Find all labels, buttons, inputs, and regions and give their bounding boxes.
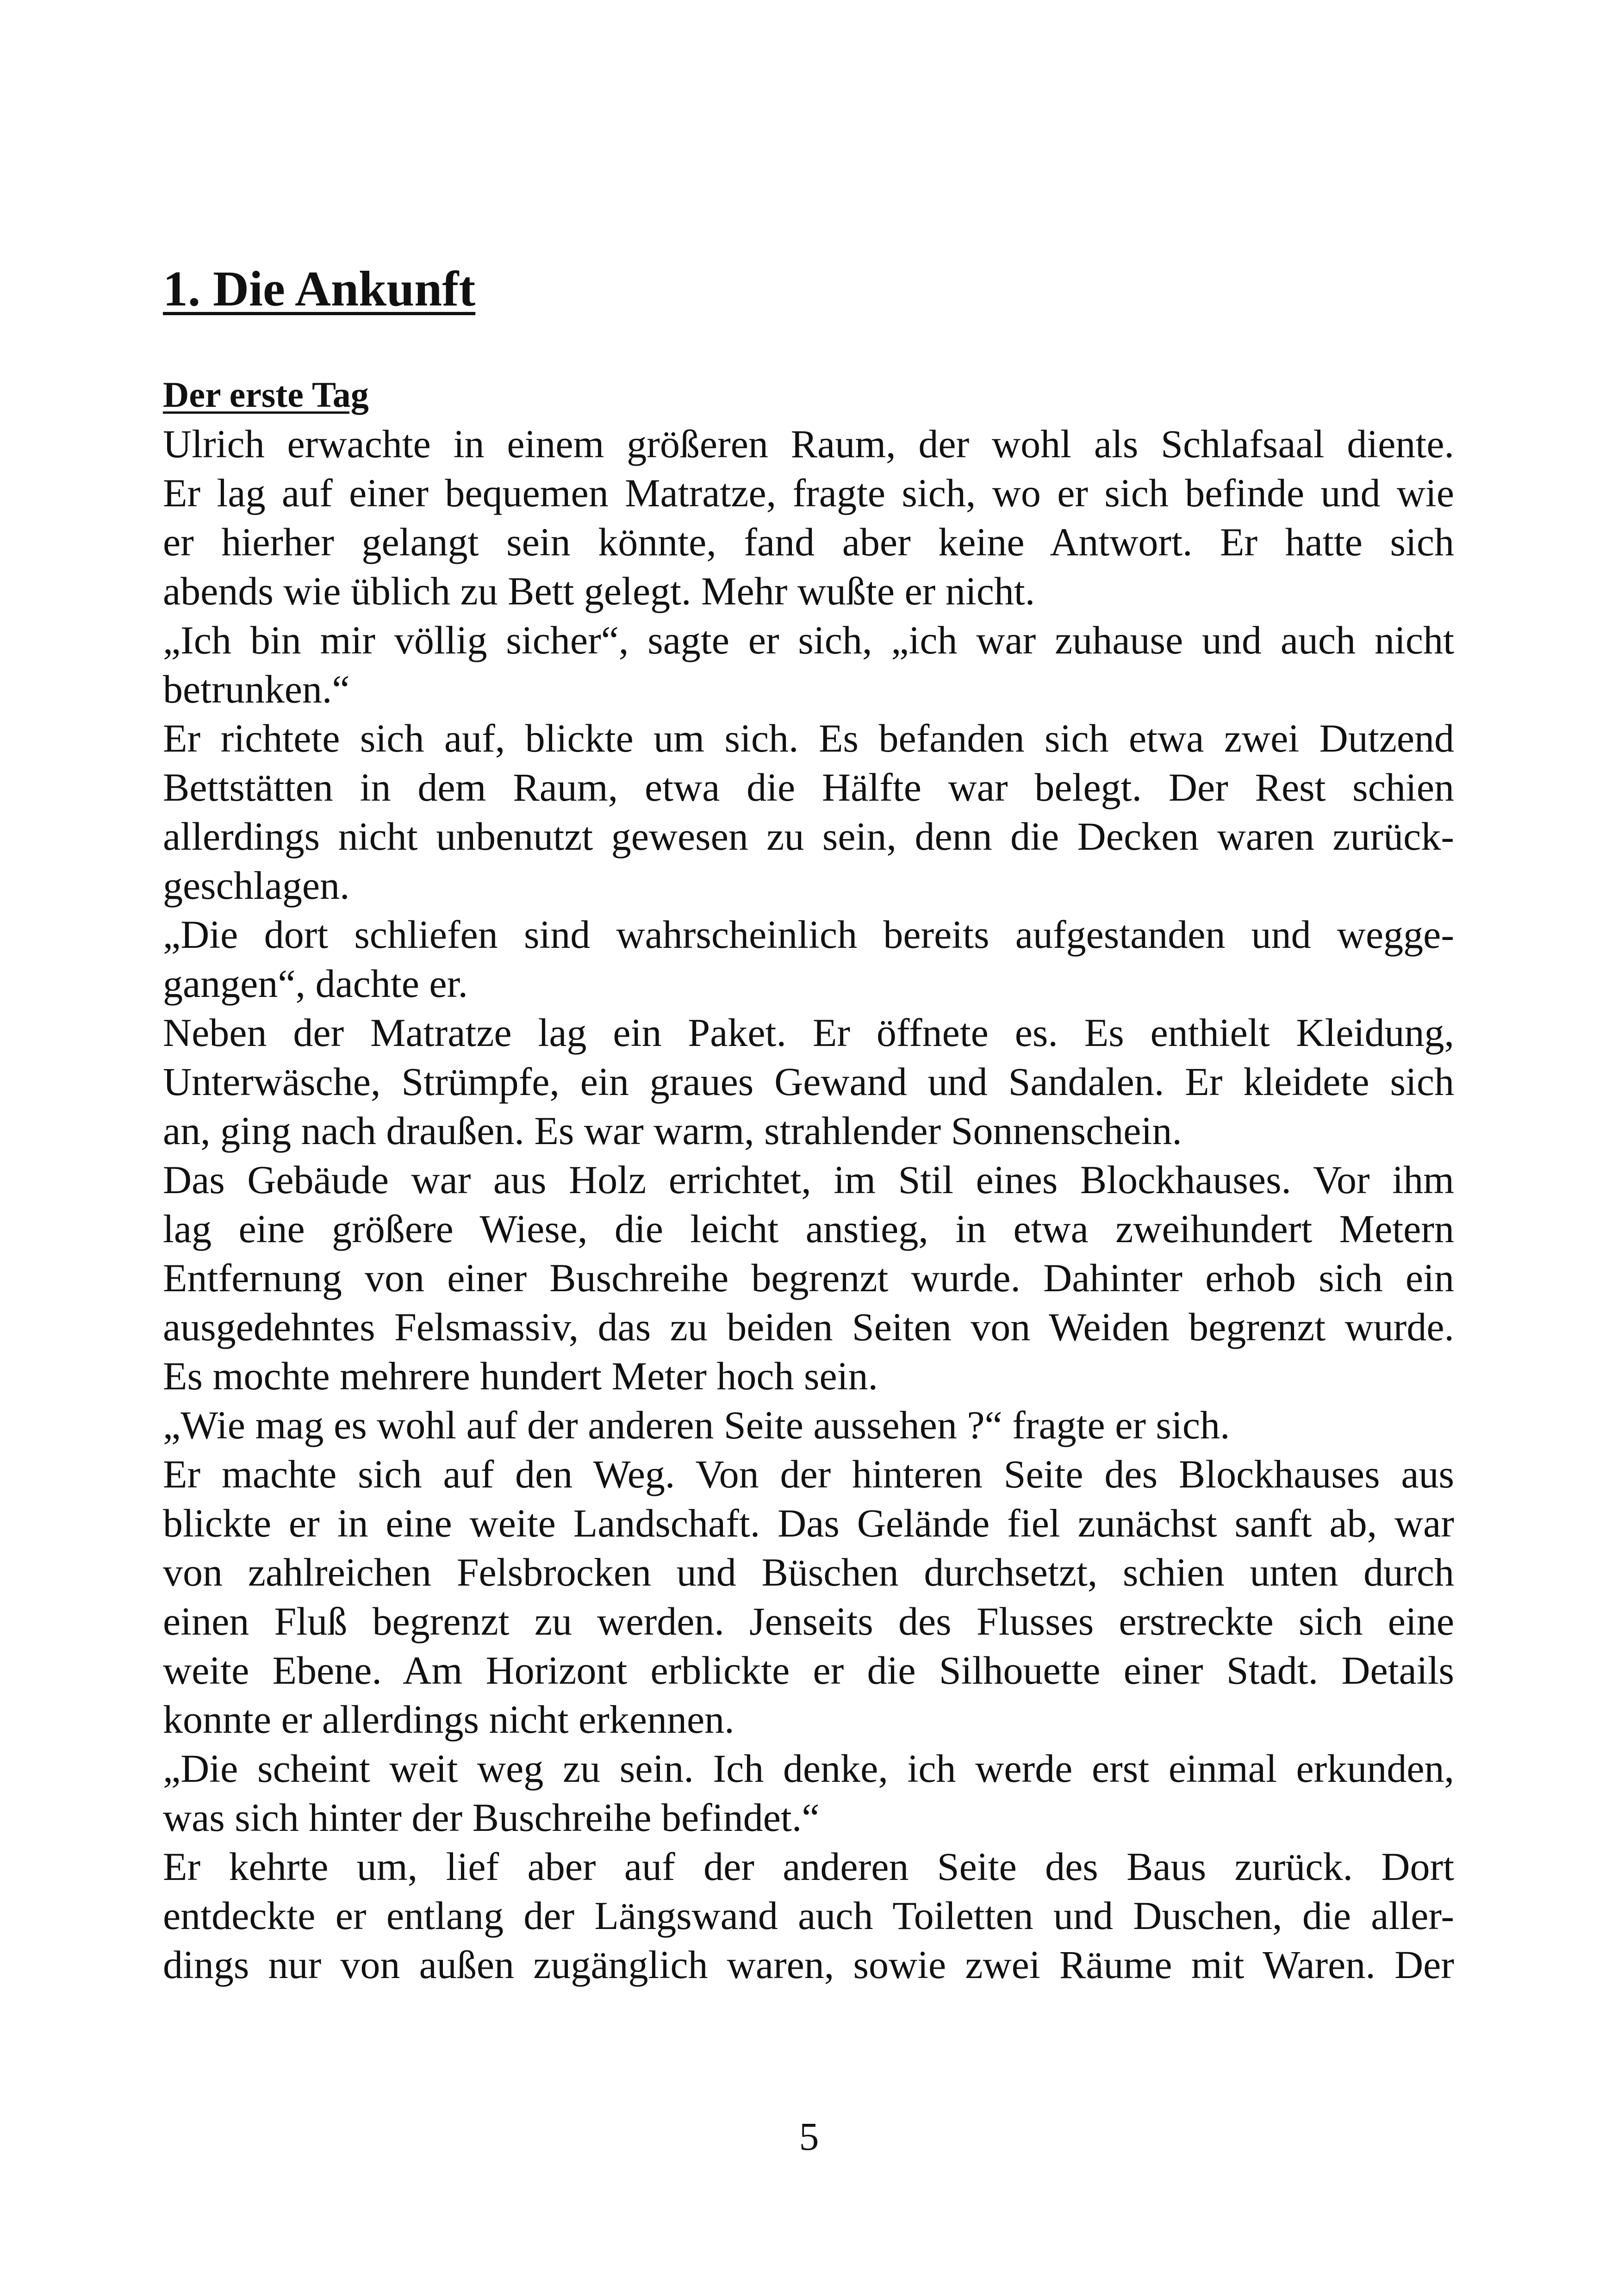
text-line: „Ich bin mir völlig sicher“, sagte er sich, „ich war zuhause und auch nicht (163, 618, 1454, 662)
text-line: betrunken.“ (163, 667, 350, 711)
text-line: dings nur von außen zugänglich waren, sowie zwei Räume mit Waren. Der (163, 1942, 1454, 1987)
text-line: Er machte sich auf den Weg. Von der hinteren Seite des Blockhauses aus (163, 1452, 1454, 1496)
text-line: geschlagen. (163, 863, 350, 908)
text-line: was sich hinter der Buschreihe befindet.“ (163, 1795, 820, 1840)
page-number: 5 (799, 2114, 819, 2159)
text-line: Entfernung von einer Buschreihe begrenzt wurde. Dahinter erhob sich ein (163, 1256, 1454, 1300)
text-line: „Die scheint weit weg zu sein. Ich denke, ich werde erst einmal erkunden, (163, 1746, 1454, 1791)
text-line: Ulrich erwachte in einem größeren Raum, der wohl als Schlafsaal diente. (163, 422, 1454, 466)
text-line: Es mochte mehrere hundert Meter hoch sein. (163, 1354, 878, 1398)
text-line: Er kehrte um, lief aber auf der anderen Seite des Baus zurück. Dort (163, 1844, 1454, 1889)
text-line: einen Fluß begrenzt zu werden. Jenseits des Flusses erstreckte sich eine (163, 1599, 1454, 1643)
text-line: Er lag auf einer bequemen Matratze, fragte sich, wo er sich befinde und wie (163, 471, 1454, 515)
chapter-title: 1. Die Ankunft (163, 261, 476, 317)
text-line: Das Gebäude war aus Holz errichtet, im Stil eines Blockhauses. Vor ihm (163, 1157, 1454, 1202)
text-line: „Die dort schliefen sind wahrscheinlich bereits aufgestanden und wegge- (163, 912, 1454, 957)
text-line: weite Ebene. Am Horizont erblickte er die Silhouette einer Stadt. Details (163, 1648, 1454, 1692)
text-line: von zahlreichen Felsbrocken und Büschen durchsetzt, schien unten durch (163, 1550, 1454, 1594)
text-line: allerdings nicht unbenutzt gewesen zu sein, denn die Decken waren zurück- (163, 814, 1454, 859)
text-line: konnte er allerdings nicht erkennen. (163, 1697, 734, 1742)
section-heading: Der erste Tag (163, 374, 369, 415)
text-line: entdeckte er entlang der Längswand auch Toiletten und Duschen, die aller- (163, 1893, 1454, 1938)
text-line: an, ging nach draußen. Es war warm, strahlender Sonnenschein. (163, 1108, 1182, 1153)
text-line: Neben der Matratze lag ein Paket. Er öffnete es. Es enthielt Kleidung, (163, 1010, 1454, 1055)
text-line: gangen“, dachte er. (163, 961, 468, 1006)
text-line: ausgedehntes Felsmassiv, das zu beiden Seiten von Weiden begrenzt wurde. (163, 1305, 1454, 1349)
body-text (163, 370, 1454, 1989)
text-line: blickte er in eine weite Landschaft. Das Gelände fiel zunächst sanft ab, war (163, 1501, 1454, 1545)
text-line: Er richtete sich auf, blickte um sich. Es befanden sich etwa zwei Dutzend (163, 716, 1454, 760)
text-line: er hierher gelangt sein könnte, fand aber keine Antwort. Er hatte sich (163, 520, 1454, 564)
text-line: lag eine größere Wiese, die leicht anstieg, in etwa zweihundert Metern (163, 1207, 1454, 1251)
text-line: Bettstätten in dem Raum, etwa die Hälfte war belegt. Der Rest schien (163, 765, 1454, 809)
text-line: „Wie mag es wohl auf der anderen Seite aussehen ?“ fragte er sich. (163, 1403, 1230, 1447)
text-line: abends wie üblich zu Bett gelegt. Mehr wußte er nicht. (163, 569, 1035, 613)
text-line: Unterwäsche, Strümpfe, ein graues Gewand und Sandalen. Er kleidete sich (163, 1059, 1454, 1104)
